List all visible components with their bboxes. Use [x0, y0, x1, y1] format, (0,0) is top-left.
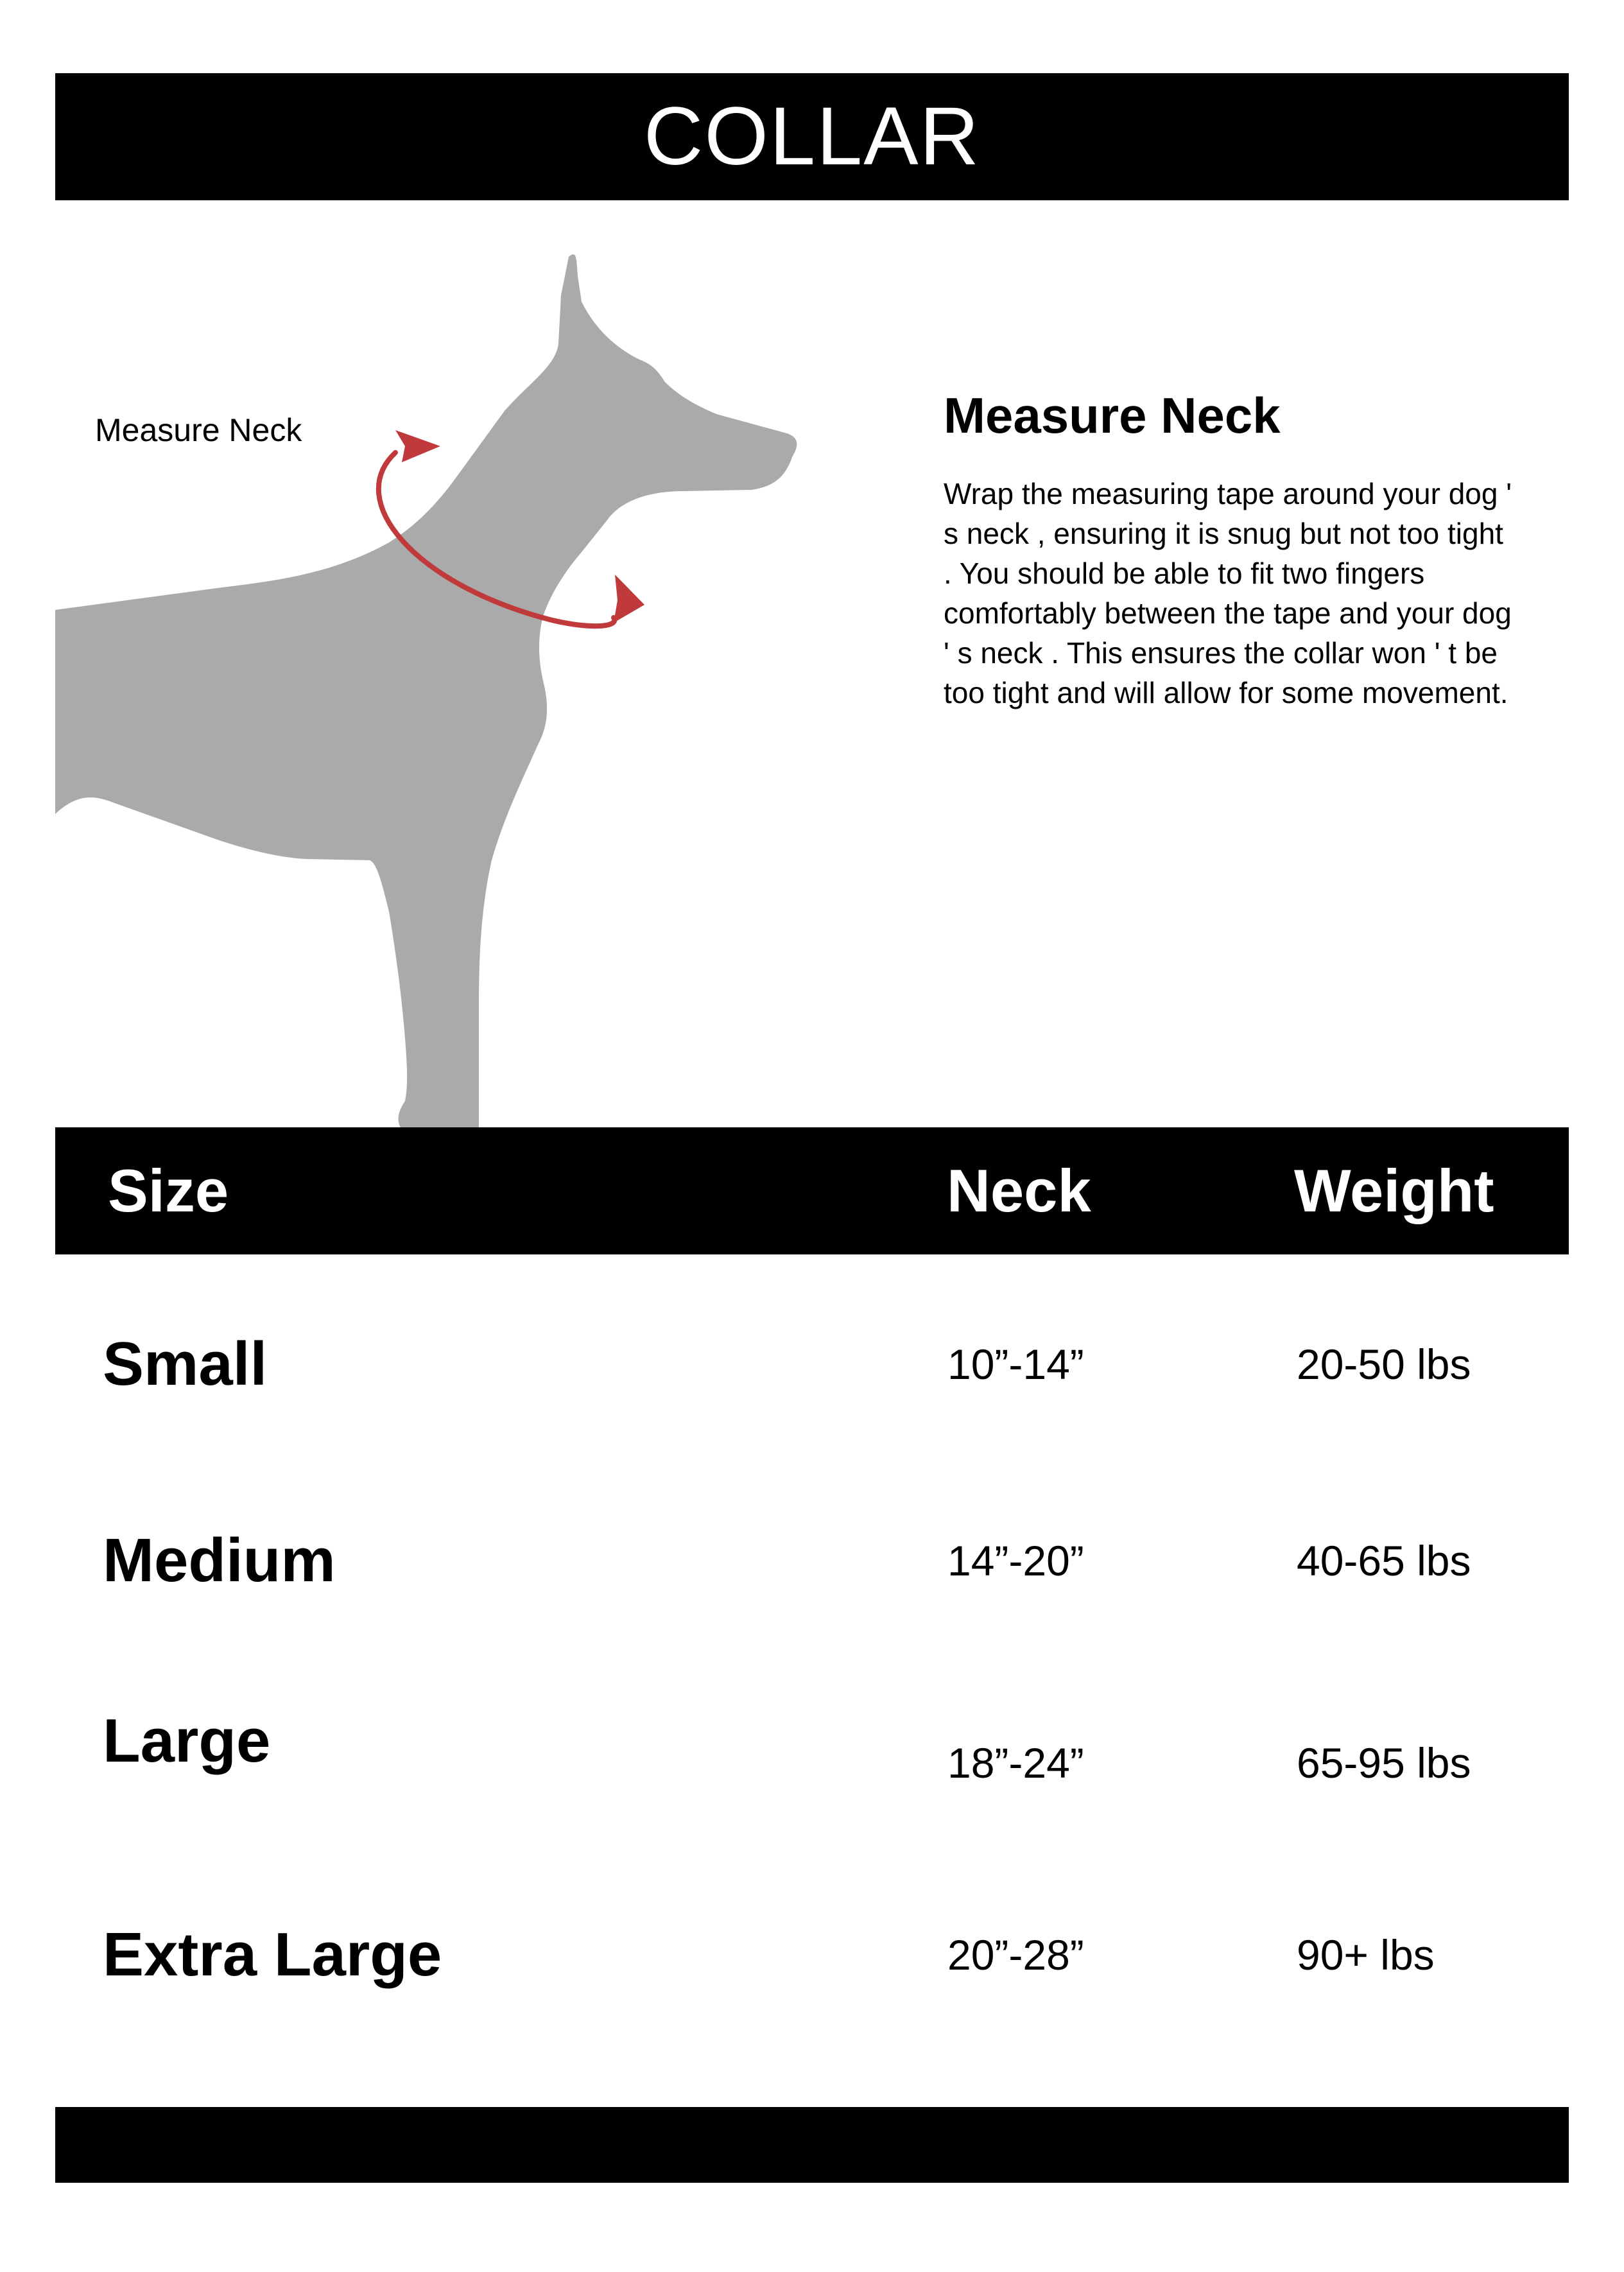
arrow-head-lower-icon [614, 575, 644, 623]
row-weight: 65-95 lbs [1297, 1739, 1471, 1787]
table-row [55, 1708, 1569, 1791]
footer-bar [55, 2107, 1569, 2183]
info-heading: Measure Neck [944, 387, 1281, 444]
table-row [55, 1322, 1569, 1406]
arrow-head-upper-icon [395, 430, 440, 462]
dog-silhouette-icon [55, 254, 797, 1130]
row-size: Large [103, 1706, 271, 1775]
row-neck: 20”-28” [947, 1931, 1084, 1979]
row-weight: 90+ lbs [1297, 1931, 1435, 1979]
header-neck: Neck [947, 1157, 1091, 1224]
header-weight: Weight [1294, 1157, 1494, 1224]
measure-neck-label: Measure Neck [95, 412, 302, 448]
row-size: Extra Large [103, 1920, 442, 1989]
dog-silhouette-illustration [55, 250, 813, 1130]
size-table-header [55, 1127, 1569, 1254]
table-row [55, 1913, 1569, 1997]
row-size: Medium [103, 1526, 336, 1595]
row-size: Small [103, 1330, 268, 1398]
row-neck: 14”-20” [947, 1537, 1084, 1584]
title-banner [55, 73, 1569, 200]
row-weight: 40-65 lbs [1297, 1537, 1471, 1584]
row-weight: 20-50 lbs [1297, 1340, 1471, 1388]
info-body: Wrap the measuring tape around your dog ' s neck , ensuring it is snug but not too tight . You should be able to fit two fingers comfortably between the tape and your dog ' s neck . This ensures the collar won ' t be too tight and will allow for some movement. [944, 477, 1512, 709]
header-size: Size [108, 1157, 229, 1224]
page-title: COLLAR [643, 91, 981, 182]
row-neck: 10”-14” [947, 1340, 1084, 1388]
row-neck: 18”-24” [947, 1739, 1084, 1787]
table-row [55, 1519, 1569, 1602]
